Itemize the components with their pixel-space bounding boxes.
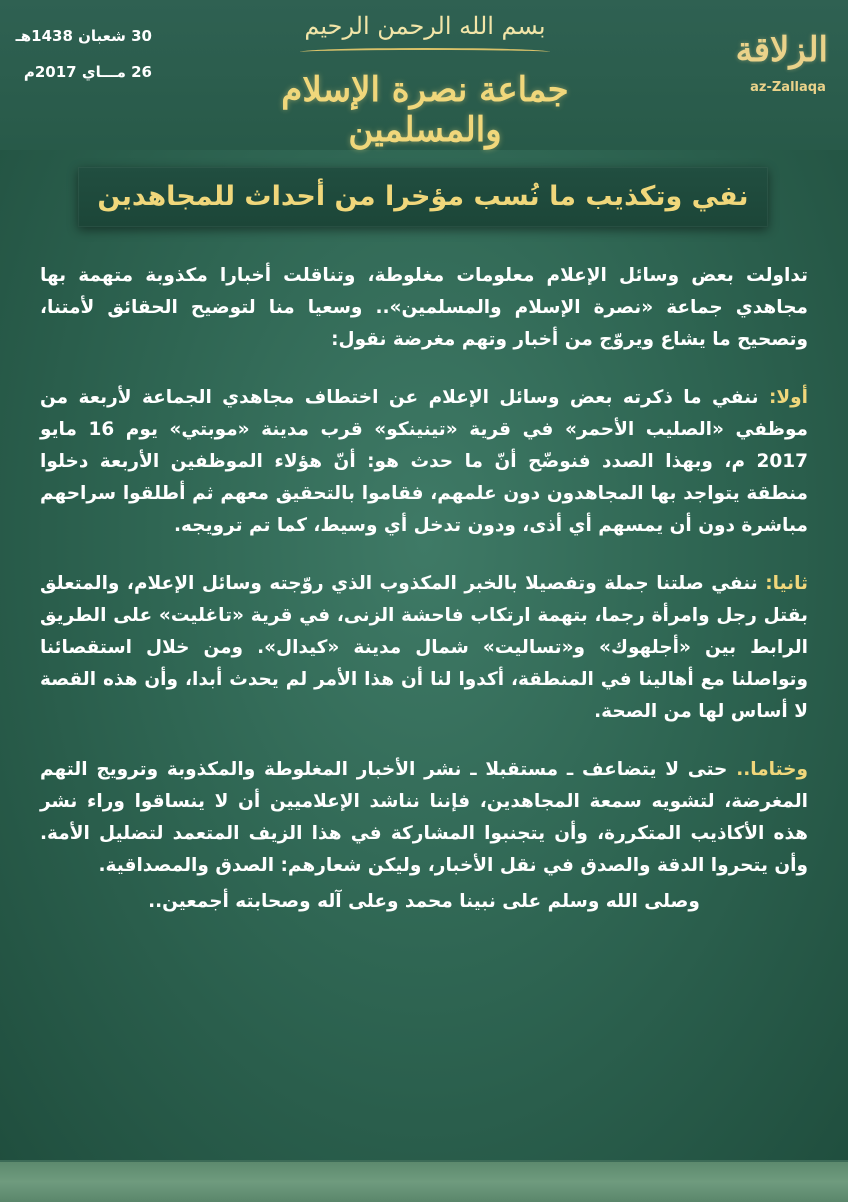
title-banner	[78, 167, 768, 227]
az-zallaqa-logo	[735, 22, 828, 112]
group-name: جماعة نصرة الإسلام والمسلمين	[281, 70, 569, 150]
date-hijri: 30 شعبان 1438هـ	[15, 27, 152, 45]
section-conclusion-text: حتى لا يتضاعف ـ مستقبلا ـ نشر الأخبار المغلوطة والمكذوبة وترويج التهم المغرضة، لتشويه سمعة المجاهدين، فإننا نناشد الإعلاميين أن لا ينساقوا وراء نشر هذه الأكاذيب المتكررة، وأن يتجنبوا المشاركة في هذا الزيف المتعمد لتضليل الأمة. وأن يتحروا الدقة والصدق في نقل الأخبار، وليكن شعارهم: الصدق والمصداقية.	[40, 759, 808, 876]
basmala: بسم الله الرحمن الرحيم	[304, 12, 546, 40]
date-block	[12, 18, 152, 90]
statement-body	[40, 260, 808, 918]
logo-latin-text: az-Zallaqa	[750, 80, 826, 95]
section-first	[40, 382, 808, 542]
footer-band	[0, 1160, 848, 1202]
section-conclusion-lead: وختاما..	[736, 759, 808, 780]
section-first-lead: أولا:	[768, 387, 808, 408]
statement-title: نفي وتكذيب ما نُسب مؤخرا من أحداث للمجاهدين	[97, 181, 749, 212]
section-second-lead: ثانيا:	[765, 573, 808, 594]
closing-prayer: وصلى الله وسلم على نبينا محمد وعلى آله وصحابته أجمعين..	[148, 891, 700, 912]
logo-calligraphy: الزلاقة	[735, 30, 828, 70]
basmala-swash	[300, 48, 550, 56]
date-gregorian: 26 مـــاي 2017م	[23, 63, 152, 81]
section-conclusion	[40, 754, 808, 882]
header	[0, 0, 848, 150]
section-second-text: ننفي صلتنا جملة وتفصيلا بالخبر المكذوب الذي روّجته وسائل الإعلام، والمتعلق بقتل رجل وامرأة رجما، بتهمة ارتكاب فاحشة الزنى، في قرية «تاغليت» على الطريق الرابط بين «أجلهوك» و«تساليت» شمال مدينة «كيدال». ومن خلال استقصائنا وتواصلنا مع أهالينا في المنطقة، أكدوا لنا أن هذا الأمر لم يحدث أبدا، وأن هذه القصة لا أساس لها من الصحة.	[40, 573, 808, 722]
section-second	[40, 568, 808, 728]
section-first-text: ننفي ما ذكرته بعض وسائل الإعلام عن اختطاف مجاهدي الجماعة لأربعة من موظفي «الصليب الأحمر» في قرية «تينينكو» قرب مدينة «موبتي» يوم 16 مايو 2017 م، وبهذا الصدد فنوضّح أنّ ما حدث هو: أنّ هؤلاء الموظفين الأربعة دخلوا منطقة يتواجد بها المجاهدون دون علمهم، فقاموا بالتحقيق معهم ثم أطلقوا سراحهم مباشرة دون أن يمسهم أي أذى، ودون تدخل أي وسيط، كما تم ترويجه.	[40, 387, 809, 536]
intro-paragraph: تداولت بعض وسائل الإعلام معلومات مغلوطة، وتناقلت أخبارا مكذوبة متهمة بها مجاهدي جماعة «نصرة الإسلام والمسلمين».. وسعيا منا لتوضيح الحقائق لأمتنا، وتصحيح ما يشاع ويروّج من أخبار وتهم مغرضة نقول:	[40, 265, 808, 350]
